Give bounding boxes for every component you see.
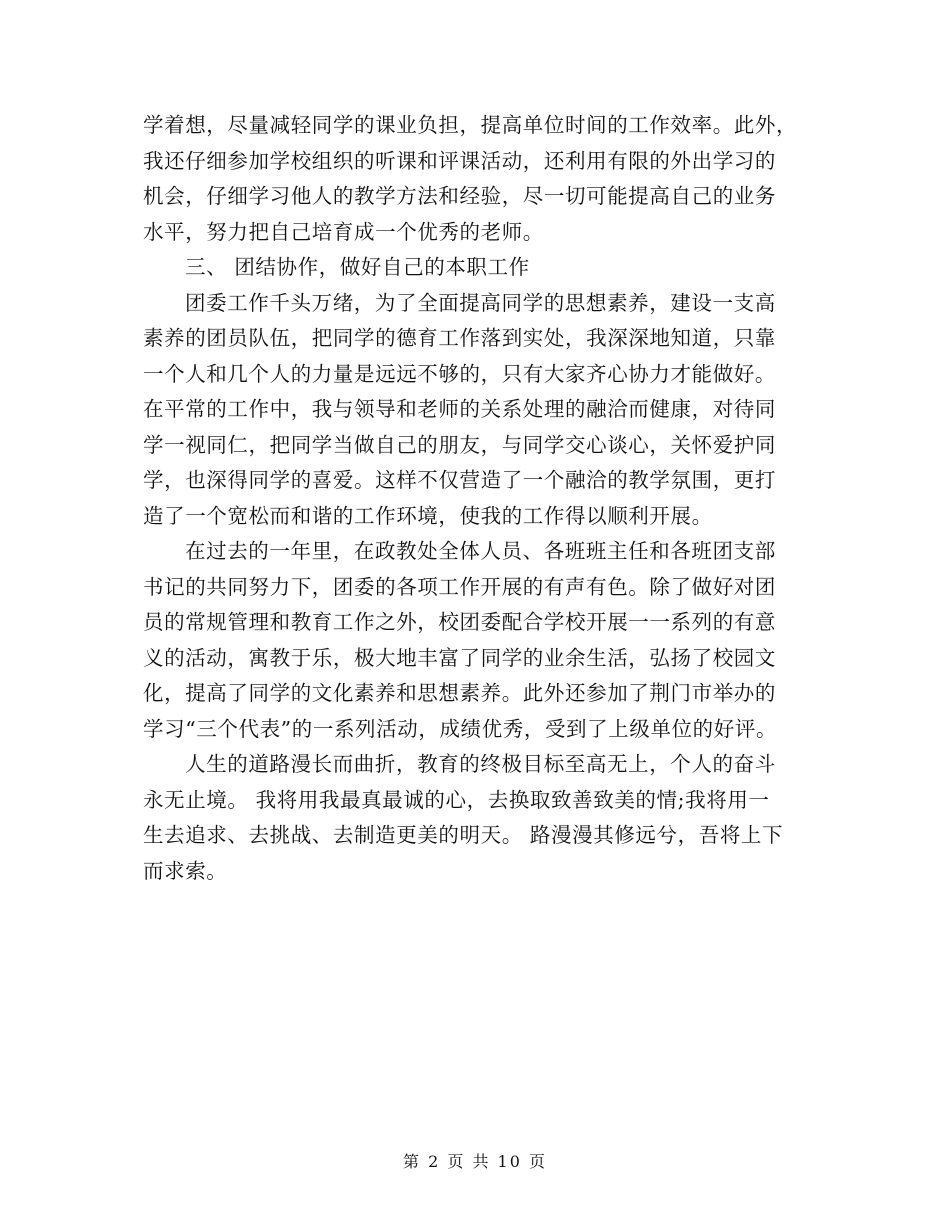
paragraph-start-line: 团委工作千头万绪，为了全面提高同学的思想素养，建设一支高: [185, 290, 776, 315]
text-line: 化，提高了同学的文化素养和思想素养。此外还参加了荆门市举办的: [143, 681, 776, 705]
text-line: 在平常的工作中，我与领导和老师的关系处理的融洽而健康，对待同: [143, 397, 776, 421]
text-line: 学习“三个代表”的一系列活动，成绩优秀，受到了上级单位的好评。: [143, 716, 778, 741]
text-line: 学着想，尽量减轻同学的课业负担，提高单位时间的工作效率。此外，: [143, 113, 798, 137]
page-number-footer: 第 2 页 共 10 页: [403, 1152, 547, 1171]
text-line: 一个人和几个人的力量是远远不够的，只有大家齐心协力才能做好。: [143, 361, 776, 386]
text-line: 生去追求、去挑战、去制造更美的明天。 路漫漫其修远兮，吾将上下: [143, 823, 784, 847]
text-line: 义的活动，寓教于乐，极大地丰富了同学的业余生活，弘扬了校园文: [143, 645, 776, 670]
paragraph-start-line: 在过去的一年里，在政教处全体人员、各班班主任和各班团支部: [185, 539, 776, 563]
document-body: [143, 108, 808, 889]
text-line: 学，也深得同学的喜爱。这样不仅营造了一个融洽的教学氛围，更打: [143, 468, 776, 492]
text-line: 永无止境。 我将用我最真最诚的心，去换取致善致美的情;我将用一: [143, 787, 770, 812]
section-heading: 三、 团结协作，做好自己的本职工作: [185, 255, 530, 279]
text-line: 我还仔细参加学校组织的听课和评课活动，还利用有限的外出学习的: [143, 148, 776, 173]
text-line: 员的常规管理和教育工作之外，校团委配合学校开展一一系列的有意: [143, 610, 776, 634]
paragraph-start-line: 人生的道路漫长而曲折，教育的终极目标至高无上，个人的奋斗: [185, 752, 776, 776]
text-line: 机会，仔细学习他人的教学方法和经验，尽一切可能提高自己的业务: [143, 184, 776, 208]
text-line: 而求索。: [143, 858, 228, 883]
text-line: 素养的团员队伍，把同学的德育工作落到实处，我深深地知道，只靠: [143, 326, 776, 350]
text-line: 书记的共同努力下，团委的各项工作开展的有声有色。除了做好对团: [143, 574, 776, 599]
text-line: 水平，努力把自己培育成一个优秀的老师。: [143, 219, 544, 244]
text-line: 造了一个宽松而和谐的工作环境，使我的工作得以顺利开展。: [143, 503, 713, 528]
text-line: 学一视同仁，把同学当做自己的朋友，与同学交心谈心，关怀爱护同: [143, 432, 776, 457]
